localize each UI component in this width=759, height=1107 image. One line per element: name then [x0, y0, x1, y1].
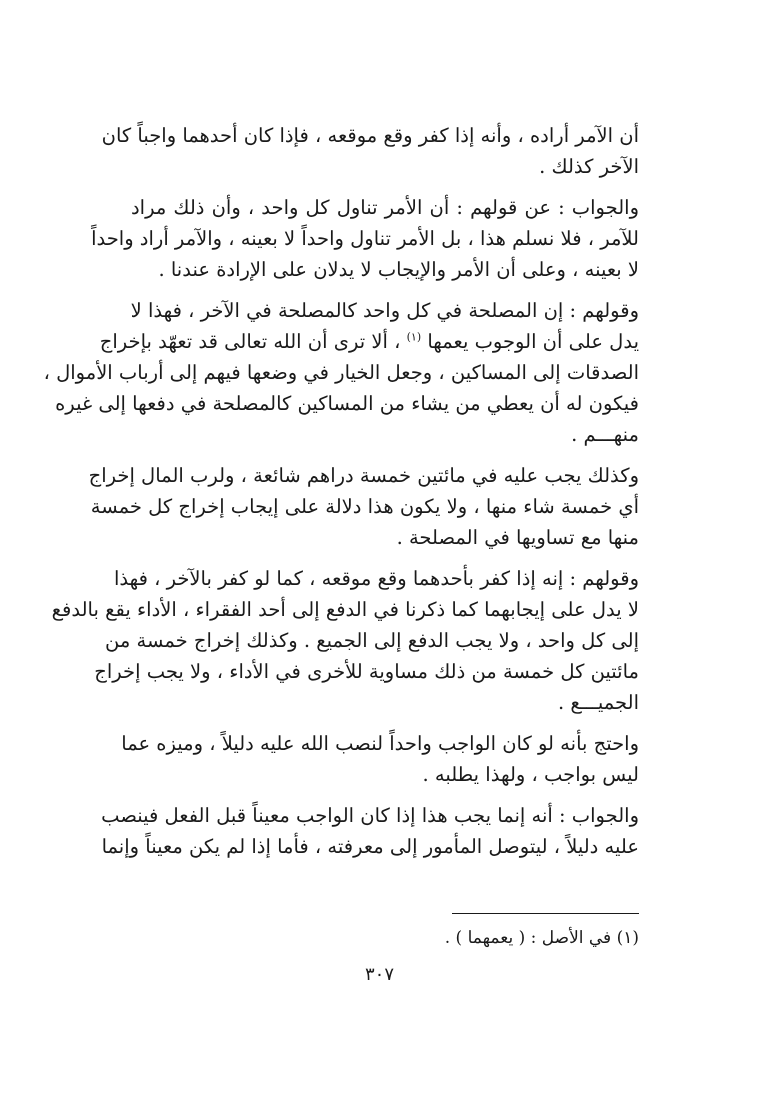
text-line: الصدقات إلى المساكين ، وجعل الخيار في وضعها فيهم إلى أرباب الأموال ،	[43, 361, 639, 384]
text-segment: ، ألا ترى أن الله تعالى قد تعهّد بإخراج	[99, 330, 401, 353]
text-segment: يدل على أن الوجوب يعمها	[427, 330, 639, 353]
text-line: منهـــم .	[571, 423, 639, 446]
paragraph-5	[51, 563, 639, 718]
text-line-with-footnote	[99, 326, 639, 357]
text-line: والجواب : عن قولهم : أن الأمر تناول كل واحد ، وأن ذلك مراد	[131, 196, 639, 219]
paragraph-2	[91, 192, 639, 285]
footnote-marker: (١)	[406, 330, 422, 344]
text-line: واحتج بأنه لو كان الواجب واحداً لنصب الله عليه دليلاً ، وميزه عما	[121, 732, 639, 755]
paragraph-4	[88, 460, 639, 553]
paragraph-3	[43, 295, 639, 450]
text-line: إلى كل واحد ، ولا يجب الدفع إلى الجميع . وكذلك إخراج خمسة من	[105, 629, 639, 652]
text-line: والجواب : أنه إنما يجب هذا إذا كان الواجب معيناً قبل الفعل فينصب	[101, 804, 639, 827]
text-line: وكذلك يجب عليه في مائتين خمسة دراهم شائعة ، ولرب المال إخراج	[88, 464, 639, 487]
body-text	[43, 120, 639, 872]
footnote: (١) في الأصل : ( يعمهما ) .	[444, 928, 639, 948]
text-line: للآمر ، فلا نسلم هذا ، بل الأمر تناول واحداً لا بعينه ، والآمر أراد واحداً	[91, 227, 639, 250]
text-line: وقولهم : إنه إذا كفر بأحدهما وقع موقعه ، كما لو كفر بالآخر ، فهذا	[113, 567, 639, 590]
footnote-divider	[452, 913, 639, 914]
paragraph-6	[121, 728, 639, 790]
page-number: ٣٠٧	[364, 964, 394, 985]
paragraph-7	[101, 800, 639, 862]
text-line: الجميـــع .	[557, 691, 639, 714]
text-line: منها مع تساويها في المصلحة .	[396, 526, 639, 549]
text-line: الآخر كذلك .	[539, 155, 639, 178]
text-line: لا يدل على إيجابهما كما ذكرنا في الدفع إلى أحد الفقراء ، الأداء يقع بالدفع	[51, 598, 639, 621]
paragraph-1	[101, 120, 639, 182]
text-line: فيكون له أن يعطي من يشاء من المساكين كالمصلحة في دفعها إلى غيره	[55, 392, 639, 415]
text-line: وقولهم : إن المصلحة في كل واحد كالمصلحة في الآخر ، فهذا لا	[130, 299, 639, 322]
text-line: لا بعينه ، وعلى أن الأمر والإيجاب لا يدلان على الإرادة عندنا .	[158, 258, 639, 281]
text-line: مائتين كل خمسة من ذلك مساوية للأخرى في الأداء ، ولا يجب إخراج	[94, 660, 639, 683]
text-line: ليس بواجب ، ولهذا يطلبه .	[422, 763, 639, 786]
text-line: أي خمسة شاء منها ، ولا يكون هذا دلالة على إيجاب إخراج كل خمسة	[90, 495, 639, 518]
text-line: عليه دليلاً ، ليتوصل المأمور إلى معرفته ، فأما إذا لم يكن معيناً وإنما	[101, 835, 639, 858]
text-line: أن الآمر أراده ، وأنه إذا كفر وقع موقعه ، فإذا كان أحدهما واجباً كان	[101, 124, 639, 147]
